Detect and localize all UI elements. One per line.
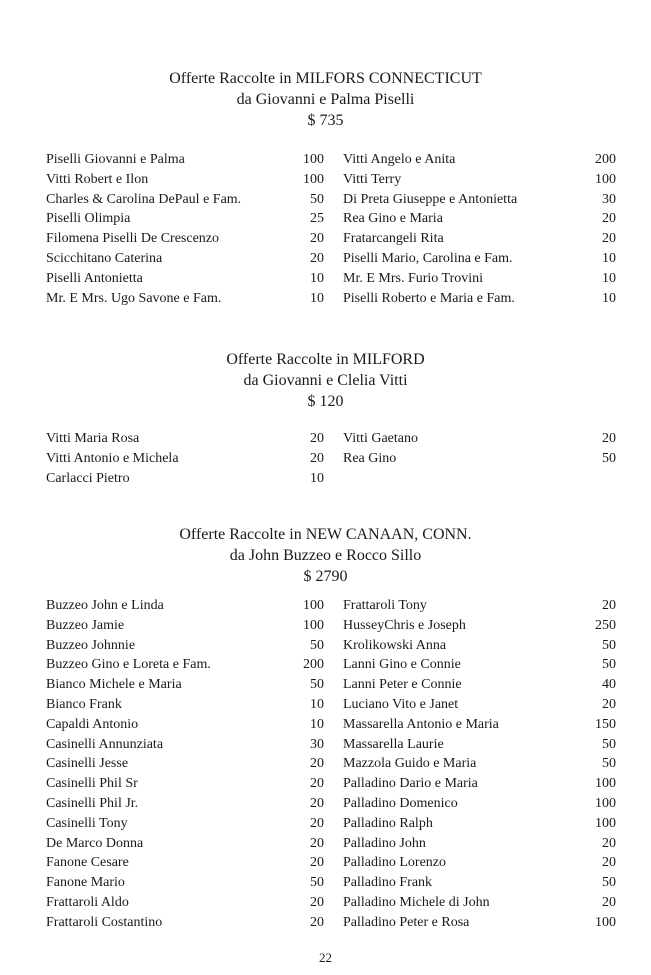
donation-amount: 20	[602, 696, 616, 712]
donation-amount: 10	[310, 270, 324, 286]
donor-name: Capaldi Antonio	[46, 716, 139, 732]
donor-row	[343, 190, 616, 210]
donation-amount: 20	[602, 855, 616, 871]
donation-amount: 10	[310, 716, 324, 732]
donor-name: Palladino Peter e Rosa	[343, 914, 470, 930]
donor-name: Krolikowski Anna	[343, 637, 447, 653]
donor-column-left	[46, 150, 324, 308]
donor-name: Palladino Michele di John	[343, 894, 490, 910]
donor-row	[343, 913, 616, 933]
donor-row	[46, 834, 324, 854]
donor-name: Charles & Carolina DePaul e Fam.	[46, 191, 242, 207]
donor-row	[46, 814, 324, 834]
donor-name: Rea Gino	[343, 450, 397, 466]
donation-amount: 30	[310, 736, 324, 752]
donation-amount: 100	[303, 152, 324, 167]
donor-row	[46, 596, 324, 616]
donor-name: Fanone Cesare	[46, 855, 129, 871]
donor-row	[46, 209, 324, 229]
donor-row	[343, 229, 616, 249]
donor-name: Vitti Robert e Ilon	[46, 171, 149, 187]
donor-row	[46, 289, 324, 309]
donor-name: Lanni Gino e Connie	[343, 657, 461, 673]
donation-amount: 10	[602, 290, 616, 306]
donation-amount: 20	[310, 815, 324, 831]
donation-amount: 20	[602, 598, 616, 613]
donor-row	[46, 695, 324, 715]
donor-name: Vitti Maria Rosa	[46, 431, 140, 446]
section-milford	[0, 349, 651, 486]
donor-column-left	[46, 429, 324, 488]
donor-name: Bianco Frank	[46, 696, 122, 712]
donation-amount: 20	[310, 795, 324, 811]
donor-name: Vitti Terry	[343, 171, 402, 187]
donation-amount: 50	[310, 677, 324, 693]
donor-row	[343, 814, 616, 834]
donor-name: Mazzola Guido e Maria	[343, 756, 477, 772]
donation-amount: 100	[595, 914, 616, 930]
donor-column-left	[46, 596, 324, 933]
donor-name: Fratarcangeli Rita	[343, 231, 444, 247]
donor-name: Filomena Piselli De Crescenzo	[46, 231, 220, 247]
section-title: Offerte Raccolte in MILFORS CONNECTICUT	[169, 70, 482, 87]
donation-amount: 150	[595, 716, 616, 732]
donor-name: Vitti Antonio e Michela	[46, 450, 179, 466]
page-number: 22	[319, 950, 332, 965]
donor-name: Piselli Antonietta	[46, 270, 143, 286]
donor-name: Palladino Frank	[343, 875, 433, 891]
donor-name: Vitti Angelo e Anita	[343, 152, 456, 167]
donation-amount: 100	[595, 815, 616, 831]
section-heading	[0, 349, 651, 412]
donor-name: Casinelli Jesse	[46, 756, 129, 772]
section-heading	[0, 524, 651, 587]
donor-name: Palladino Dario e Maria	[343, 776, 478, 792]
donor-row	[343, 596, 616, 616]
donation-amount: 100	[595, 795, 616, 811]
donation-amount: 200	[595, 152, 616, 167]
donor-row	[46, 449, 324, 469]
donation-amount: 20	[602, 231, 616, 247]
donor-row	[343, 209, 616, 229]
donation-amount: 20	[310, 855, 324, 871]
section-title: Offerte Raccolte in MILFORD	[226, 351, 425, 368]
donor-row	[46, 190, 324, 210]
donation-amount: 20	[310, 431, 324, 446]
donor-row	[343, 269, 616, 289]
donor-name: Frattaroli Aldo	[46, 894, 129, 910]
donor-row	[343, 249, 616, 269]
donation-amount: 10	[310, 696, 324, 712]
section-total: $ 2790	[303, 568, 348, 585]
donor-row	[343, 774, 616, 794]
donor-row	[343, 853, 616, 873]
donor-column-right	[343, 150, 616, 308]
donation-amount: 50	[602, 756, 616, 772]
donor-row	[46, 636, 324, 656]
donor-name: Mr. E Mrs. Furio Trovini	[343, 270, 484, 286]
donor-row	[343, 170, 616, 190]
donor-name: Palladino Ralph	[343, 815, 433, 831]
donor-name: Buzzeo Johnnie	[46, 637, 136, 653]
donor-row	[46, 249, 324, 269]
donor-row	[343, 655, 616, 675]
donor-row	[343, 695, 616, 715]
donation-amount: 20	[310, 250, 324, 266]
donation-amount: 20	[602, 431, 616, 446]
donor-name: Piselli Roberto e Maria e Fam.	[343, 290, 515, 306]
donor-name: Di Preta Giuseppe e Antonietta	[343, 191, 518, 207]
donor-name: Casinelli Phil Sr	[46, 776, 138, 792]
donor-name: Massarella Antonio e Maria	[343, 716, 499, 732]
donation-amount: 50	[310, 191, 324, 207]
donation-amount: 10	[602, 250, 616, 266]
donor-row	[46, 616, 324, 636]
donor-name: Palladino John	[343, 835, 426, 851]
donor-row	[46, 269, 324, 289]
donation-amount: 30	[602, 191, 616, 207]
donor-name: Piselli Giovanni e Palma	[46, 152, 185, 167]
donor-row	[343, 150, 616, 170]
section-collector: da Giovanni e Palma Piselli	[236, 91, 415, 108]
donation-amount: 100	[595, 776, 616, 792]
donor-row	[46, 794, 324, 814]
donor-name: HusseyChris e Joseph	[343, 617, 466, 633]
donation-amount: 20	[310, 450, 324, 466]
donor-row	[343, 754, 616, 774]
donor-row	[46, 715, 324, 735]
section-collector: da John Buzzeo e Rocco Sillo	[229, 547, 422, 564]
donor-row	[46, 429, 324, 449]
donation-amount: 25	[310, 211, 324, 227]
donation-amount: 20	[310, 231, 324, 247]
donor-row	[46, 774, 324, 794]
donor-name: Buzzeo Gino e Loreta e Fam.	[46, 657, 211, 673]
section-total: $ 735	[307, 112, 344, 129]
donor-row	[343, 675, 616, 695]
donor-name: Bianco Michele e Maria	[46, 677, 182, 693]
donation-amount: 50	[310, 637, 324, 653]
donation-amount: 10	[602, 270, 616, 286]
donation-amount: 10	[310, 290, 324, 306]
donor-name: De Marco Donna	[46, 835, 144, 851]
donor-name: Buzzeo John e Linda	[46, 598, 164, 613]
donor-name: Casinelli Tony	[46, 815, 128, 831]
donation-amount: 20	[602, 835, 616, 851]
section-total: $ 120	[307, 393, 344, 410]
donor-row	[46, 853, 324, 873]
donor-name: Casinelli Annunziata	[46, 736, 164, 752]
donation-amount: 100	[595, 171, 616, 187]
donation-amount: 50	[602, 637, 616, 653]
donor-name: Piselli Mario, Carolina e Fam.	[343, 250, 513, 266]
section-new-canaan	[0, 524, 651, 930]
donation-amount: 100	[303, 617, 324, 633]
donor-name: Casinelli Phil Jr.	[46, 795, 139, 811]
donor-column-right	[343, 596, 616, 933]
donor-row	[46, 150, 324, 170]
donor-name: Frattaroli Costantino	[46, 914, 163, 930]
donation-amount: 20	[310, 776, 324, 792]
donor-name: Lanni Peter e Connie	[343, 677, 462, 693]
donor-name: Carlacci Pietro	[46, 470, 130, 486]
donor-name: Luciano Vito e Janet	[343, 696, 459, 712]
donor-name: Frattaroli Tony	[343, 598, 427, 613]
donation-amount: 20	[310, 756, 324, 772]
donation-amount: 40	[602, 677, 616, 693]
donor-row	[343, 289, 616, 309]
donation-amount: 50	[602, 875, 616, 891]
donor-name: Rea Gino e Maria	[343, 211, 443, 227]
section-heading	[0, 68, 651, 131]
donor-row	[343, 794, 616, 814]
donor-row	[46, 675, 324, 695]
donor-name: Vitti Gaetano	[343, 431, 418, 446]
donor-name: Massarella Laurie	[343, 736, 444, 752]
donation-amount: 50	[602, 657, 616, 673]
section-title: Offerte Raccolte in NEW CANAAN, CONN.	[179, 526, 472, 543]
donor-row	[46, 735, 324, 755]
donation-amount: 200	[303, 657, 324, 673]
donor-row	[46, 229, 324, 249]
donation-amount: 50	[602, 450, 616, 466]
donor-row	[46, 170, 324, 190]
donor-row	[46, 655, 324, 675]
donation-amount: 100	[303, 171, 324, 187]
donor-name: Mr. E Mrs. Ugo Savone e Fam.	[46, 290, 222, 306]
donor-name: Piselli Olimpia	[46, 211, 131, 227]
donor-row	[343, 893, 616, 913]
donation-amount: 10	[310, 470, 324, 486]
donation-amount: 20	[310, 835, 324, 851]
donation-amount: 20	[602, 211, 616, 227]
donation-amount: 100	[303, 598, 324, 613]
donor-row	[343, 616, 616, 636]
donor-row	[46, 469, 324, 489]
section-milfors	[0, 68, 651, 306]
donor-row	[46, 754, 324, 774]
donation-amount: 250	[595, 617, 616, 633]
donor-row	[343, 636, 616, 656]
donor-row	[46, 913, 324, 933]
donor-name: Buzzeo Jamie	[46, 617, 125, 633]
donor-row	[343, 429, 616, 449]
donation-amount: 50	[310, 875, 324, 891]
donor-row	[46, 893, 324, 913]
donation-amount: 20	[310, 894, 324, 910]
donor-row	[343, 834, 616, 854]
donor-row	[343, 735, 616, 755]
donor-row	[343, 715, 616, 735]
section-collector: da Giovanni e Clelia Vitti	[243, 372, 408, 389]
donor-row	[343, 449, 616, 469]
donor-name: Palladino Lorenzo	[343, 855, 447, 871]
donation-amount: 20	[602, 894, 616, 910]
donor-name: Scicchitano Caterina	[46, 250, 163, 266]
donor-row	[343, 873, 616, 893]
donor-name: Palladino Domenico	[343, 795, 458, 811]
donor-name: Fanone Mario	[46, 875, 125, 891]
donation-amount: 50	[602, 736, 616, 752]
donor-column-right	[343, 429, 616, 469]
donation-amount: 20	[310, 914, 324, 930]
donor-row	[46, 873, 324, 893]
